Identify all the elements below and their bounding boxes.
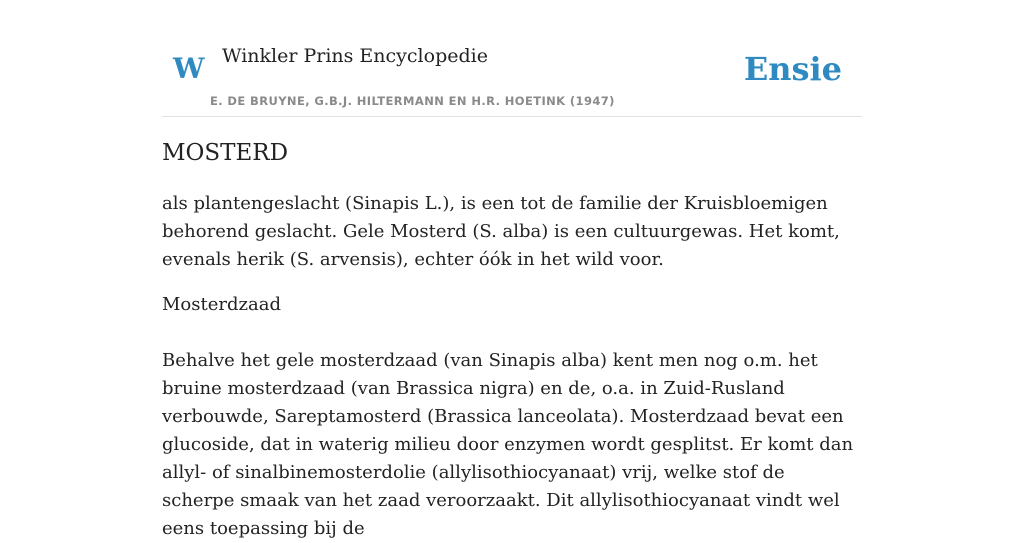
encyclopedia-authors: E. DE BRUYNE, G.B.J. HILTERMANN EN H.R. HOETINK (1947) [210, 94, 615, 108]
ensie-brand-link[interactable]: Ensie [743, 50, 842, 88]
article [162, 138, 862, 543]
article-paragraph-2: Behalve het gele mosterdzaad (van Sinapis alba) kent men nog o.m. het bruine mosterdzaad (van Brassica nigra) en de, o.a. in Zuid-Rusland verbouwde, Sareptamosterd (Brassica lanceolata). Mosterdzaad bevat een glucoside, dat in waterig milieu door enzymen wordt gesplitst. Er komt dan allyl- of sinalbinemosterdolie (allylisothiocyanaat) vrij, welke stof de scherpe smaak van het zaad veroorzaakt. Dit allylisothiocyanaat vindt wel eens toepassing bij de [162, 350, 854, 539]
article-paragraph-1: als plantengeslacht (Sinapis L.), is een tot de familie der Kruisbloemigen behorend geslacht. Gele Mosterd (S. alba) is een cultuurgewas. Het komt, evenals herik (S. arvensis), echter óók in het wild voor. [162, 193, 840, 270]
site-header [162, 0, 862, 117]
winkler-prins-logo-icon[interactable]: W [173, 52, 204, 85]
encyclopedia-title-link[interactable]: Winkler Prins Encyclopedie [222, 45, 488, 67]
article-title: MOSTERD [162, 140, 289, 166]
article-subheading: Mosterdzaad [162, 294, 281, 315]
